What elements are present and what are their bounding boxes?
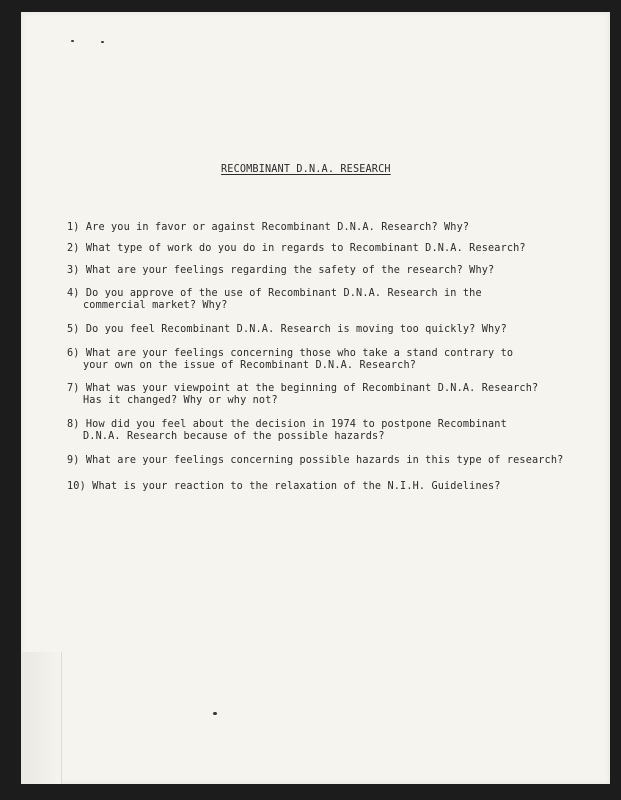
question-number: 1) bbox=[67, 222, 80, 233]
question-10 bbox=[67, 481, 501, 493]
question-1 bbox=[67, 222, 469, 234]
question-9 bbox=[67, 455, 563, 467]
ink-speck bbox=[101, 41, 104, 43]
question-number: 8) bbox=[67, 419, 80, 430]
question-text-continued: your own on the issue of Recombinant D.N.A. Research? bbox=[83, 360, 417, 371]
paper-fold bbox=[21, 652, 62, 784]
question-text: What was your viewpoint at the beginning of Recombinant D.N.A. Research? bbox=[85, 383, 539, 394]
question-text: Do you feel Recombinant D.N.A. Research is moving too quickly? Why? bbox=[85, 324, 507, 335]
ink-speck bbox=[71, 40, 74, 42]
question-number: 6) bbox=[67, 348, 80, 359]
question-8 bbox=[67, 419, 507, 443]
question-2 bbox=[67, 243, 526, 255]
question-5 bbox=[67, 324, 507, 336]
question-text: What type of work do you do in regards to Recombinant D.N.A. Research? bbox=[85, 243, 526, 254]
question-number: 4) bbox=[67, 288, 80, 299]
ink-speck bbox=[213, 712, 217, 715]
question-3 bbox=[67, 265, 494, 277]
question-text-continued: Has it changed? Why or why not? bbox=[83, 395, 278, 406]
question-4 bbox=[67, 288, 482, 312]
question-number: 5) bbox=[67, 324, 80, 335]
question-number: 10) bbox=[67, 481, 86, 492]
question-7 bbox=[67, 383, 538, 407]
question-number: 9) bbox=[67, 455, 80, 466]
question-text: Do you approve of the use of Recombinant D.N.A. Research in the bbox=[85, 288, 482, 299]
question-text: What is your reaction to the relaxation of the N.I.H. Guidelines? bbox=[92, 481, 501, 492]
question-text: What are your feelings concerning possible hazards in this type of research? bbox=[85, 455, 564, 466]
question-text-continued: commercial market? Why? bbox=[83, 300, 228, 311]
question-6 bbox=[67, 348, 513, 372]
document-title: RECOMBINANT D.N.A. RESEARCH bbox=[221, 164, 391, 175]
question-number: 7) bbox=[67, 383, 80, 394]
question-text: How did you feel about the decision in 1974 to postpone Recombinant bbox=[85, 419, 507, 430]
question-text-continued: D.N.A. Research because of the possible hazards? bbox=[83, 431, 385, 442]
question-number: 2) bbox=[67, 243, 80, 254]
question-text: What are your feelings regarding the safety of the research? Why? bbox=[85, 265, 495, 276]
question-text: Are you in favor or against Recombinant D.N.A. Research? Why? bbox=[85, 222, 470, 233]
question-text: What are your feelings concerning those who take a stand contrary to bbox=[85, 348, 514, 359]
question-number: 3) bbox=[67, 265, 80, 276]
